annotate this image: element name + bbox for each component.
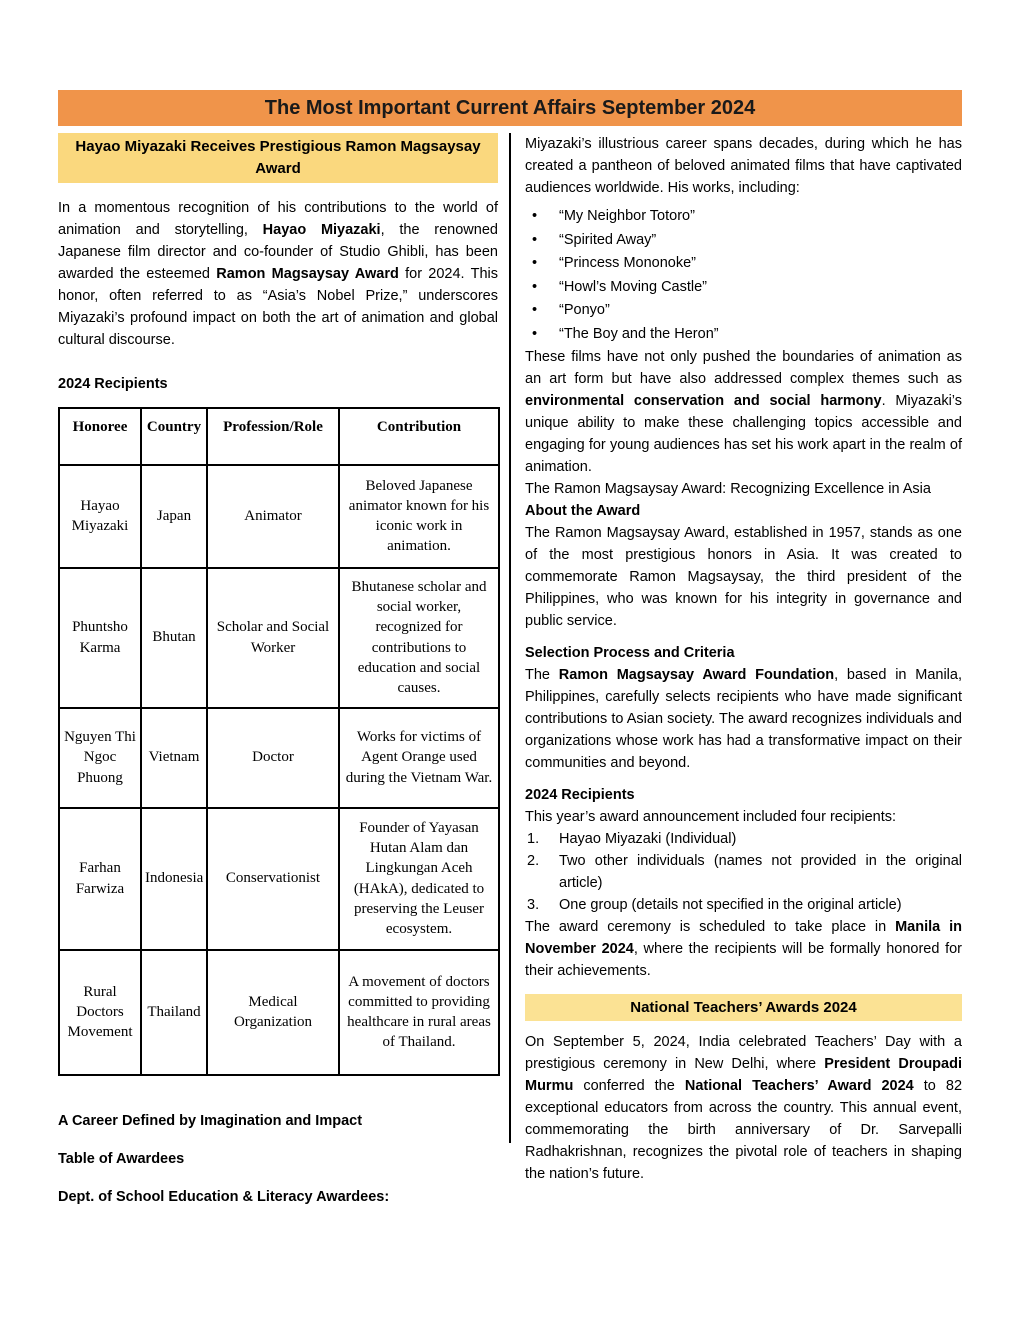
table-row (59, 808, 499, 950)
teachers-text: On September 5, 2024, India celebrated Teachers’ Day with a prestigious ceremony in New Delhi, where (525, 1034, 962, 1072)
film-list-item (525, 323, 962, 347)
table-row (59, 708, 499, 808)
list-text: Hayao Miyazaki (Individual) (559, 831, 737, 847)
table-header-contribution: Contribution (339, 408, 499, 465)
bullet-icon: • (532, 302, 538, 318)
cell-honoree: Hayao Miyazaki (59, 465, 141, 568)
intro-text: for 2024. This honor, often referred to as “Asia’s Nobel Prize,” underscores Miyazaki’s profound impact on both the art of animation and global cultural discourse. (58, 265, 498, 348)
bullet-icon: • (532, 278, 538, 295)
recipients-heading: 2024 Recipients (58, 375, 168, 392)
cell-honoree: Farhan Farwiza (59, 808, 141, 950)
film-title: “Spirited Away” (559, 231, 657, 248)
cell-contribution: Works for victims of Agent Orange used during the Vietnam War. (339, 708, 499, 808)
page-title-banner (58, 90, 962, 126)
cell-role: Scholar and Social Worker (207, 568, 339, 708)
intro-text: In a momentous recognition of his contributions to the world of animation and storytelling, (58, 199, 498, 238)
honoree-name-bold: Hayao Miyazaki (262, 221, 381, 238)
cell-role: Doctor (207, 708, 339, 808)
cell-role: Animator (207, 465, 339, 568)
cell-role: Conservationist (207, 808, 339, 950)
list-number: 3. (527, 897, 540, 913)
film-title: “Ponyo” (559, 302, 610, 318)
film-title: “The Boy and the Heron” (559, 325, 719, 342)
cell-country: Thailand (141, 950, 207, 1075)
table-row (59, 465, 499, 568)
intro-text: , the renowned Japanese film director and co-founder of Studio Ghibli, has been awarded the esteemed (58, 221, 498, 282)
film-title: “Princess Mononoke” (559, 255, 696, 271)
selection-paragraph (525, 664, 962, 774)
magsaysay-section-line: The Ramon Magsaysay Award: Recognizing Excellence in Asia (525, 481, 931, 497)
cell-role: Medical Organization (207, 950, 339, 1075)
cell-country: Vietnam (141, 708, 207, 808)
film-list-item (525, 205, 962, 229)
selection-text: , based in Manila, Philippines, carefully selects recipients who have made significant contributions to Asian society. The award recognizes individuals and organizations whose work has had a transformative impact on their communities and beyond. (525, 667, 962, 771)
cell-contribution: Founder of Yayasan Hutan Alam dan Lingkungan Aceh (HAkA), dedicated to preserving the Leuser ecosystem. (339, 808, 499, 950)
career-heading: A Career Defined by Imagination and Impact (58, 1112, 363, 1129)
selection-heading: Selection Process and Criteria (525, 645, 735, 661)
film-list-item (525, 276, 962, 300)
cell-country: Indonesia (141, 808, 207, 950)
list-text: Two other individuals (names not provided in the original article) (559, 853, 962, 891)
list-number: 2. (527, 853, 540, 869)
film-list-item (525, 252, 962, 276)
ceremony-text: , where the recipients will be formally honored for their achievements. (525, 941, 963, 979)
recipients-numbered-list (525, 828, 962, 916)
bullet-icon: • (532, 208, 538, 224)
cell-country: Bhutan (141, 568, 207, 708)
president-bold: President Droupadi Murmu (525, 1056, 962, 1094)
selection-text: The (525, 667, 559, 683)
table-of-awardees-heading: Table of Awardees (58, 1150, 185, 1167)
film-list-item (525, 299, 962, 323)
cell-honoree: Nguyen Thi Ngoc Phuong (59, 708, 141, 808)
themes-text: . Miyazaki’s unique ability to make these challenging topics accessible and engaging for young audiences has set his work apart in the realm of animation. (525, 393, 963, 475)
themes-paragraph (525, 346, 962, 478)
ceremony-paragraph (525, 916, 962, 982)
dept-awardees-heading: Dept. of School Education & Literacy Awardees: (58, 1188, 390, 1205)
recipients-heading-right: 2024 Recipients (525, 787, 635, 803)
page-title: The Most Important Current Affairs September 2024 (264, 96, 756, 119)
left-column (58, 133, 498, 1208)
table-header-honoree: Honoree (59, 408, 141, 465)
numbered-list-item (525, 828, 962, 850)
cell-honoree: Phuntsho Karma (59, 568, 141, 708)
cell-contribution: A movement of doctors committed to providing healthcare in rural areas of Thailand. (339, 950, 499, 1075)
about-award-paragraph: The Ramon Magsaysay Award, established in 1957, stands as one of the most prestigious honors in Asia. It was created to commemorate Ramon Magsaysay, the third president of the Philippines, who was known for his integrity in governance and public service. (525, 525, 962, 629)
film-list-item (525, 229, 962, 253)
career-paragraph: Miyazaki’s illustrious career spans decades, during which he has created a pantheon of beloved animated films that have captivated audiences worldwide. His works, including: (525, 136, 962, 196)
awardees-table (58, 407, 500, 1076)
teachers-awards-banner: National Teachers’ Awards 2024 (525, 994, 962, 1021)
film-title: “Howl’s Moving Castle” (559, 278, 707, 295)
teachers-text: conferred the (573, 1078, 685, 1094)
award-name-bold: Ramon Magsaysay Award (216, 265, 399, 282)
column-divider (509, 133, 511, 1143)
films-list (525, 205, 962, 346)
about-award-heading: About the Award (525, 503, 641, 519)
table-header-country: Country (141, 408, 207, 465)
ceremony-text: The award ceremony is scheduled to take place in (525, 919, 896, 935)
list-text: One group (details not specified in the original article) (559, 897, 902, 913)
right-column (525, 133, 962, 1185)
cell-contribution: Beloved Japanese animator known for his iconic work in animation. (339, 465, 499, 568)
intro-paragraph (58, 197, 498, 351)
ceremony-bold: Manila in November 2024 (525, 919, 962, 957)
bullet-icon: • (532, 325, 538, 342)
numbered-list-item (525, 850, 962, 894)
teachers-paragraph (525, 1031, 962, 1185)
bullet-icon: • (532, 255, 538, 271)
film-title: “My Neighbor Totoro” (559, 208, 695, 224)
cell-honoree: Rural Doctors Movement (59, 950, 141, 1075)
cell-country: Japan (141, 465, 207, 568)
table-row (59, 950, 499, 1075)
list-number: 1. (527, 831, 540, 847)
themes-text: These films have not only pushed the boundaries of animation as an art form but have also addressed complex themes such as (525, 349, 962, 387)
teachers-text: to 82 exceptional educators from across the country. This annual event, commemorating the birth anniversary of Dr. Sarvepalli Radhakrishnan, recognizes the pivotal role of teachers in shaping the nation’s future. (525, 1078, 963, 1182)
table-row (59, 568, 499, 708)
article-title-banner: Hayao Miyazaki Receives Prestigious Ramon Magsaysay Award (58, 133, 498, 183)
bullet-icon: • (532, 231, 538, 248)
table-header-role: Profession/Role (207, 408, 339, 465)
teachers-award-bold: National Teachers’ Award 2024 (684, 1078, 914, 1094)
themes-bold: environmental conservation and social harmony (525, 393, 882, 409)
table-header-row (59, 408, 499, 465)
cell-contribution: Bhutanese scholar and social worker, recognized for contributions to education and social causes. (339, 568, 499, 708)
numbered-list-item (525, 894, 962, 916)
recipients-intro: This year’s award announcement included four recipients: (525, 809, 897, 825)
foundation-bold: Ramon Magsaysay Award Foundation (558, 667, 835, 683)
